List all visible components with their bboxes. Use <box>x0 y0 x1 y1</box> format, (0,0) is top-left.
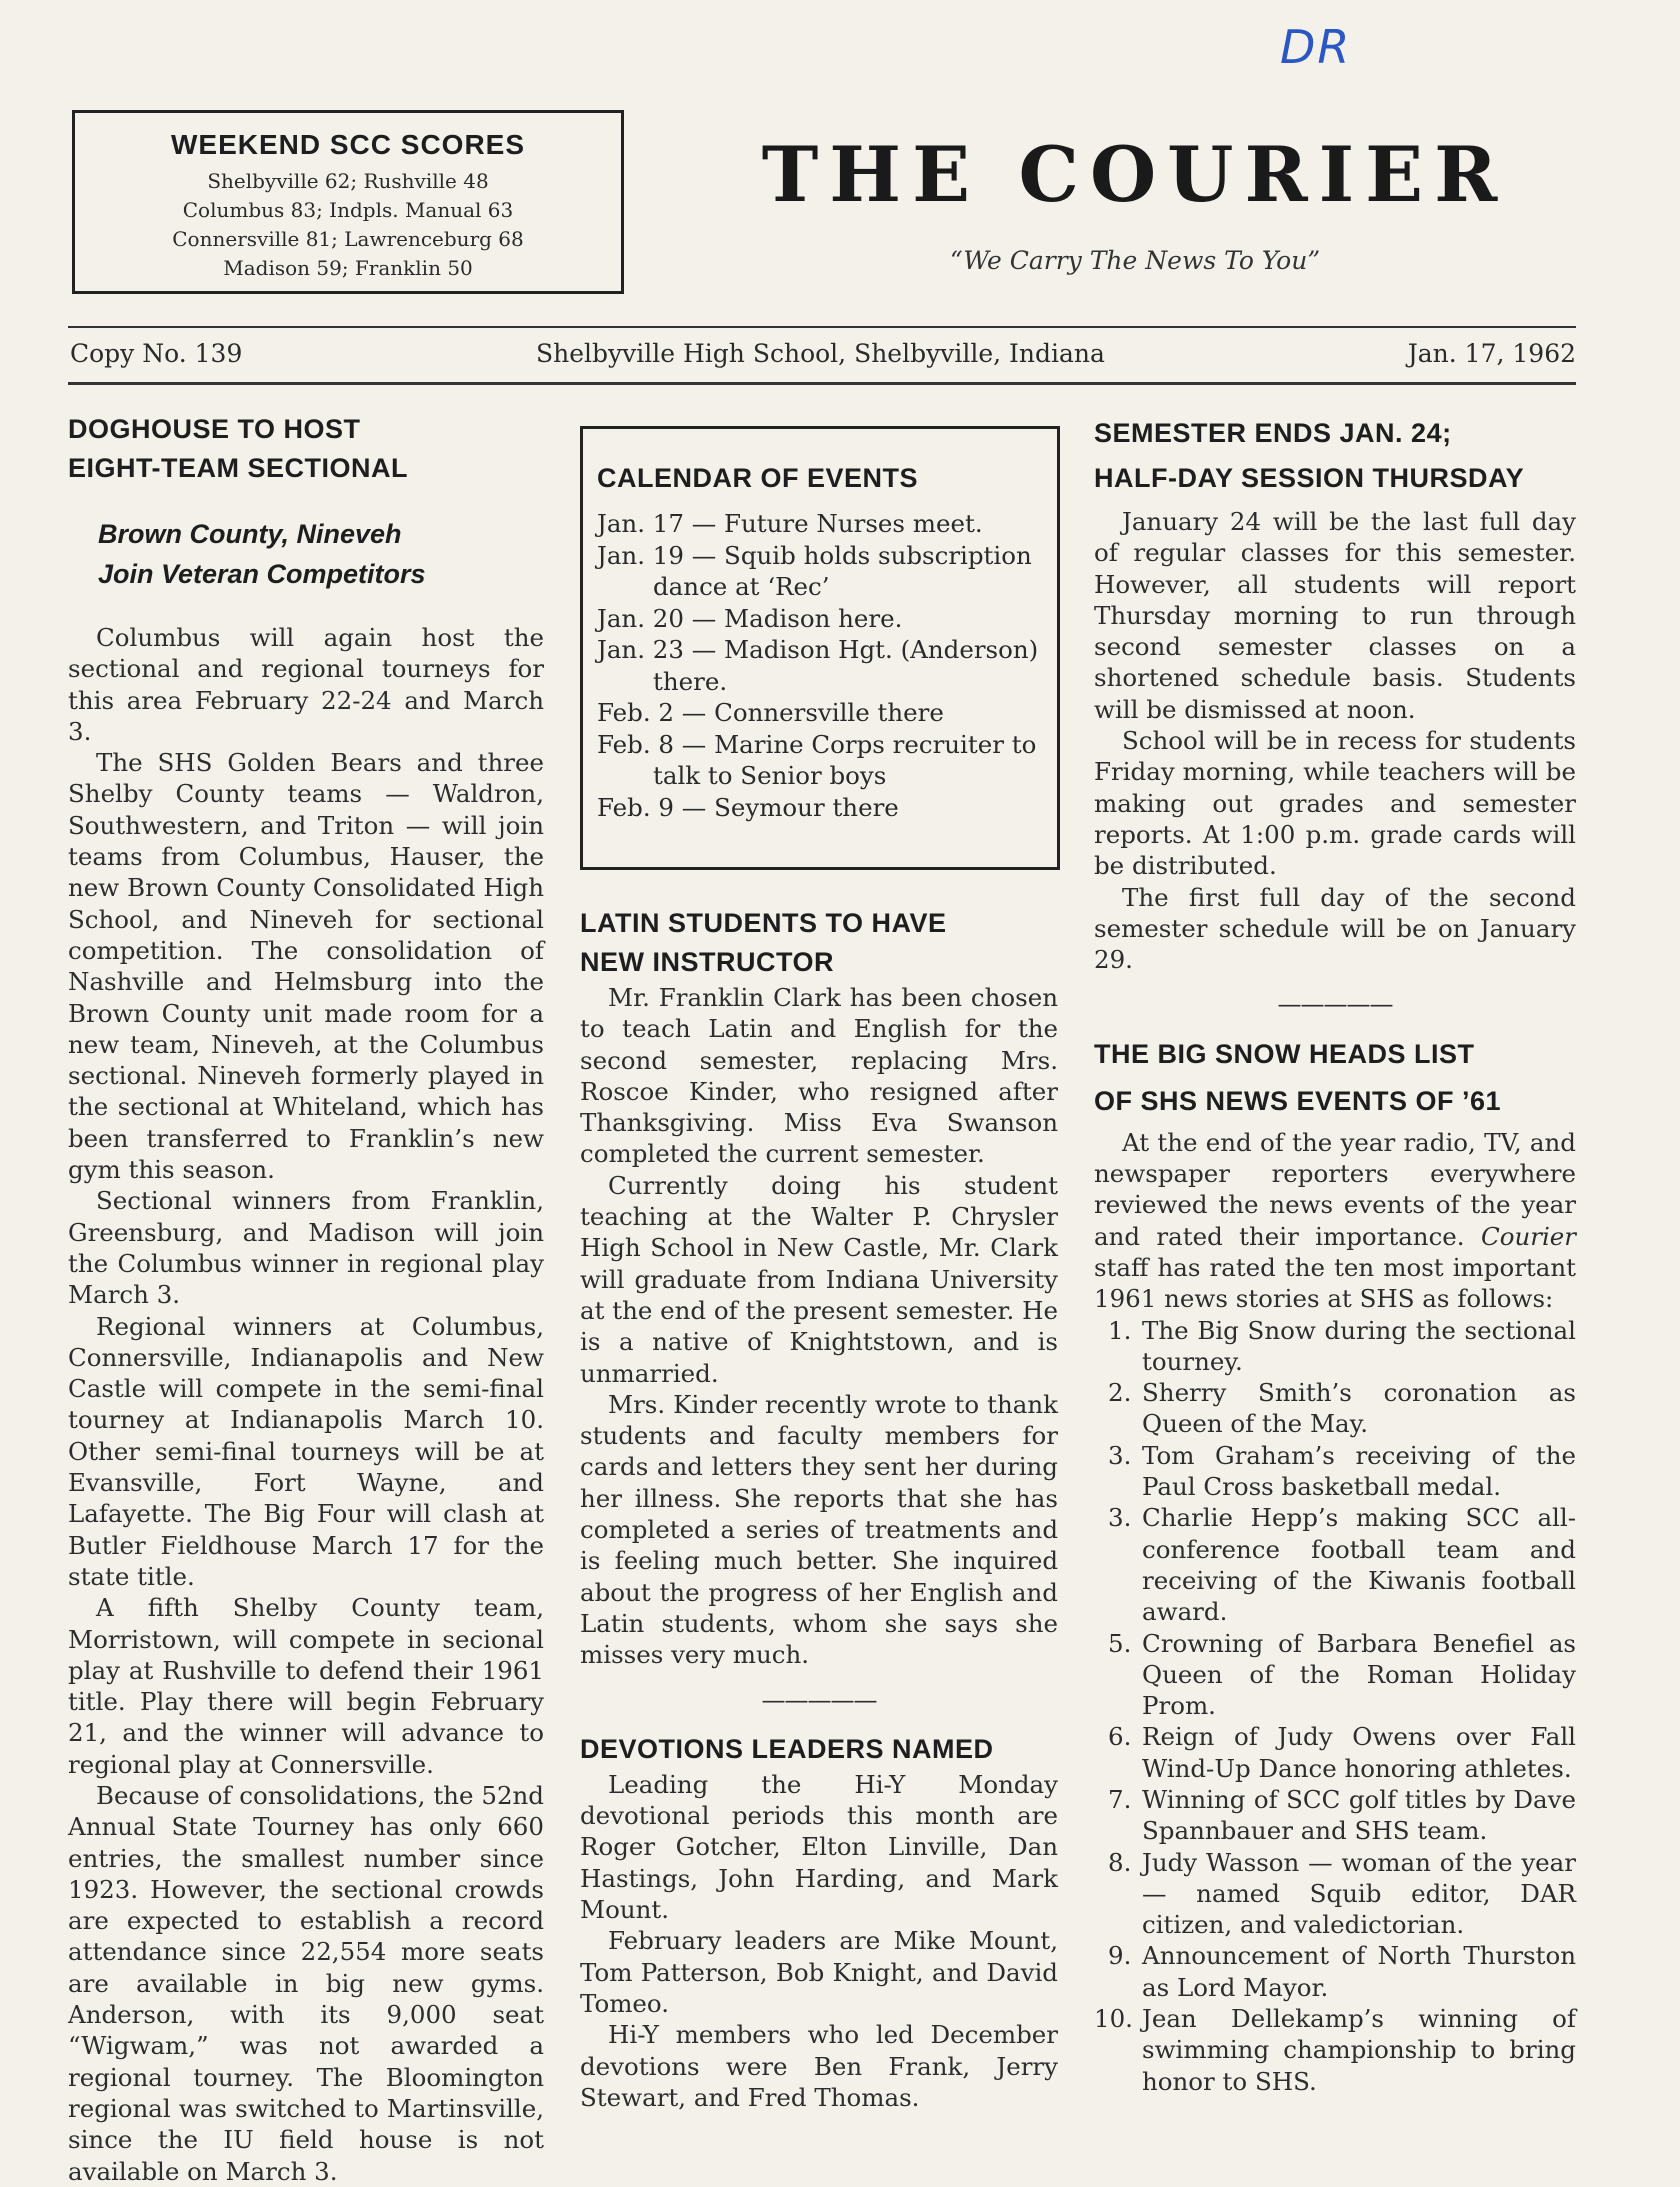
article-paragraph <box>1094 1127 1576 1315</box>
article-subheadline: Brown County, Nineveh <box>98 519 402 549</box>
list-item <box>1094 2003 1576 2097</box>
list-number: 5. <box>1108 1628 1132 1658</box>
list-number: 3. <box>1108 1503 1132 1533</box>
article-headline: THE BIG SNOW HEADS LIST <box>1094 1038 1475 1069</box>
article-headline: EIGHT-TEAM SECTIONAL <box>68 453 408 483</box>
article-paragraph: Mrs. Kinder recently wrote to thank students and faculty members for cards and letters they sent her during her illness. She reports that she has completed a series of treatments and is feeling much better. She inquired about the progress of her English and Latin students, whom she says she misses very much. <box>580 1389 1058 1670</box>
article-paragraph: A fifth Shelby County team, Morristown, will compete in secional play at Rushville to defend their 1961 title. Play there will begin February 21, and the winner will advance to regional play at Connersville. <box>68 1593 544 1779</box>
article-paragraph: Sectional winners from Franklin, Greensburg, and Madison will join the Columbus winner in regional play March 3. <box>68 1186 544 1310</box>
list-item <box>1094 1440 1576 1503</box>
calendar-event: Jan. 19 — Squib holds subscription dance at ‘Rec’ <box>597 540 1032 601</box>
list-item <box>1094 1502 1576 1627</box>
article-paragraph: Regional winners at Columbus, Connersville, Indianapolis and New Castle will compete in the semi-final tourney at Indianapolis March 10. Other semi-final tourneys will be at Evansville, Fort Wayne, and Lafayette. The Big Four will clash at Butler Fieldhouse March 17 for the state title. <box>68 1311 544 1591</box>
article-paragraph: Currently doing his student teaching at the Walter P. Chrysler High School in New Castle, Mr. Clark will graduate from Indiana University at the end of the present semester. He is a native of Knightstown, and is unmarried. <box>580 1170 1058 1388</box>
list-text: Judy Wasson — woman of the year — named Squib editor, DAR citizen, and valedictorian. <box>1142 1847 1576 1940</box>
list-text: Winning of SCC golf titles by Dave Spannbauer and SHS team. <box>1142 1784 1576 1846</box>
school-name: Shelbyville High School, Shelbyville, Indiana <box>536 339 1105 368</box>
separator: ————— <box>1277 990 1393 1019</box>
news-list <box>1094 1315 1576 2097</box>
article-headline: SEMESTER ENDS JAN. 24; <box>1094 418 1452 448</box>
list-text: Reign of Judy Owens over Fall Wind-Up Dance honoring athletes. <box>1142 1722 1576 1783</box>
issue-date: Jan. 17, 1962 <box>1407 339 1576 368</box>
article-paragraph: The first full day of the second semester schedule will be on January 29. <box>1094 882 1576 975</box>
list-text: Crowning of Barbara Benefiel as Queen of the Roman Holiday Prom. <box>1142 1628 1576 1721</box>
article-paragraph: February leaders are Mike Mount, Tom Patterson, Bob Knight, and David Tomeo. <box>580 1926 1058 2018</box>
list-text: Tom Graham’s receiving of the Paul Cross basketball medal. <box>1142 1440 1576 1502</box>
article-paragraph: January 24 will be the last full day of regular classes for this semester. However, all students will report Thursday morning to run through second semester classes on a shortened schedule basis. Students will be dismissed at noon. <box>1094 507 1576 724</box>
list-number: 7. <box>1108 1784 1132 1814</box>
calendar-event: Feb. 9 — Seymour there <box>597 792 899 822</box>
article-paragraph: Leading the Hi-Y Monday devotional periods this month are Roger Gotcher, Elton Linville, Dan Hastings, John Harding, and Mark Mount. <box>580 1769 1058 1925</box>
list-number: 6. <box>1108 1722 1132 1752</box>
calendar-event: Feb. 8 — Marine Corps recruiter to talk to Senior boys <box>597 729 1037 790</box>
list-item <box>1094 1847 1576 1941</box>
list-number: 10. <box>1094 2004 1133 2034</box>
list-item <box>1094 1784 1576 1847</box>
list-number: 1. <box>1108 1315 1132 1345</box>
article-paragraph: Because of consolidations, the 52nd Annual State Tourney has only 660 entries, the smallest number since 1923. However, the sectional crowds are expected to establish a record attendance since 22,554 more seats are available in big new gyms. Anderson, with its 9,000 seat “Wigwam,” was not awarded a regional tourney. The Bloomington regional was switched to Martinsville, since the IU field house is not available on March 3. <box>68 1780 544 2186</box>
article-headline: DOGHOUSE TO HOST <box>68 414 361 444</box>
list-item <box>1094 1315 1576 1378</box>
article-paragraph: The SHS Golden Bears and three Shelby County teams — Waldron, Southwestern, and Triton — will join teams from Columbus, Hauser, the new Brown County Consolidated High School, and Nineveh for sectional competition. The consolidation of Nashville and Helmsburg into the Brown County unit made room for a new team, Nineveh, at the Columbus sectional. Nineveh formerly played in the sectional at Whiteland, which has been transferred to Franklin’s new gym this season. <box>68 748 544 1185</box>
score-line: Columbus 83; Indpls. Manual 63 <box>182 198 514 222</box>
header-rule <box>68 326 1576 328</box>
handwritten-annotation: DR <box>1280 20 1352 74</box>
list-number: 8. <box>1108 1847 1132 1877</box>
list-text: Sherry Smith’s coronation as Queen of the May. <box>1142 1378 1576 1439</box>
header-rule <box>68 382 1576 385</box>
article-paragraph: Mr. Franklin Clark has been chosen to teach Latin and English for the second semester, replacing Mrs. Roscoe Kinder, who resigned after Thanksgiving. Miss Eva Swanson completed the current semester. <box>580 983 1058 1169</box>
separator: ————— <box>761 1685 877 1714</box>
calendar-event: Jan. 23 — Madison Hgt. (Anderson) there. <box>597 635 1039 696</box>
article-headline: DEVOTIONS LEADERS NAMED <box>580 1733 994 1764</box>
article-headline: HALF-DAY SESSION THURSDAY <box>1094 463 1525 493</box>
article-paragraph: School will be in recess for students Friday morning, while teachers will be making out grades and semester reports. At 1:00 p.m. grade cards will be distributed. <box>1094 726 1576 881</box>
calendar-event: Jan. 20 — Madison here. <box>597 603 903 633</box>
list-item <box>1094 1940 1576 2003</box>
intro-text: staff has rated the ten most important 1961 news stories at SHS as follows: <box>1094 1252 1576 1314</box>
score-line: Madison 59; Franklin 50 <box>223 256 473 280</box>
list-number: 3. <box>1108 1440 1132 1470</box>
calendar-event: Feb. 2 — Connersville there <box>597 698 944 727</box>
issue-info-bar <box>70 334 1576 374</box>
article-headline: NEW INSTRUCTOR <box>580 947 834 977</box>
newspaper-motto: “We Carry The News To You” <box>949 246 1321 275</box>
article-paragraph: Hi-Y members who led December devotions were Ben Frank, Jerry Stewart, and Fred Thomas. <box>580 2020 1058 2112</box>
article-subheadline: Join Veteran Competitors <box>98 559 426 589</box>
score-line: Connersville 81; Lawrenceburg 68 <box>172 227 524 251</box>
latin-article <box>580 904 1058 2113</box>
score-line: Shelbyville 62; Rushville 48 <box>207 169 489 193</box>
calendar-event: Jan. 17 — Future Nurses meet. <box>597 509 983 538</box>
list-number: 2. <box>1108 1378 1132 1408</box>
sectional-article <box>68 410 544 2187</box>
newspaper-title: THE COURIER <box>761 130 1509 219</box>
list-item <box>1094 1377 1576 1440</box>
intro-text: At the end of the year radio, TV, and newspaper reporters everywhere reviewed the news events of the year and rated their importance. <box>1094 1127 1576 1251</box>
list-text: The Big Snow during the sectional tourney. <box>1142 1315 1576 1376</box>
scores-title: WEEKEND SCC SCORES <box>170 129 526 160</box>
list-text: Announcement of North Thurston as Lord Mayor. <box>1142 1941 1576 2002</box>
calendar-title: CALENDAR OF EVENTS <box>597 463 919 493</box>
courier-italic: Courier <box>1480 1221 1576 1251</box>
list-text: Jean Dellekamp’s winning of swimming championship to bring honor to SHS. <box>1142 2004 1576 2096</box>
article-paragraph: Columbus will again host the sectional and regional tourneys for this area February 22-24 and March 3. <box>68 623 544 746</box>
article-headline: LATIN STUDENTS TO HAVE <box>580 908 947 938</box>
weekend-scores-box <box>72 110 624 294</box>
list-text: Charlie Hepp’s making SCC all-conference football team and receiving of the Kiwanis football award. <box>1142 1503 1576 1627</box>
list-number: 9. <box>1108 1941 1132 1971</box>
list-item <box>1094 1721 1576 1784</box>
semester-article <box>1094 414 1576 2097</box>
article-headline: OF SHS NEWS EVENTS OF ’61 <box>1094 1085 1502 1116</box>
copy-number: Copy No. 139 <box>70 339 243 368</box>
calendar-box <box>580 426 1060 870</box>
list-item <box>1094 1628 1576 1722</box>
